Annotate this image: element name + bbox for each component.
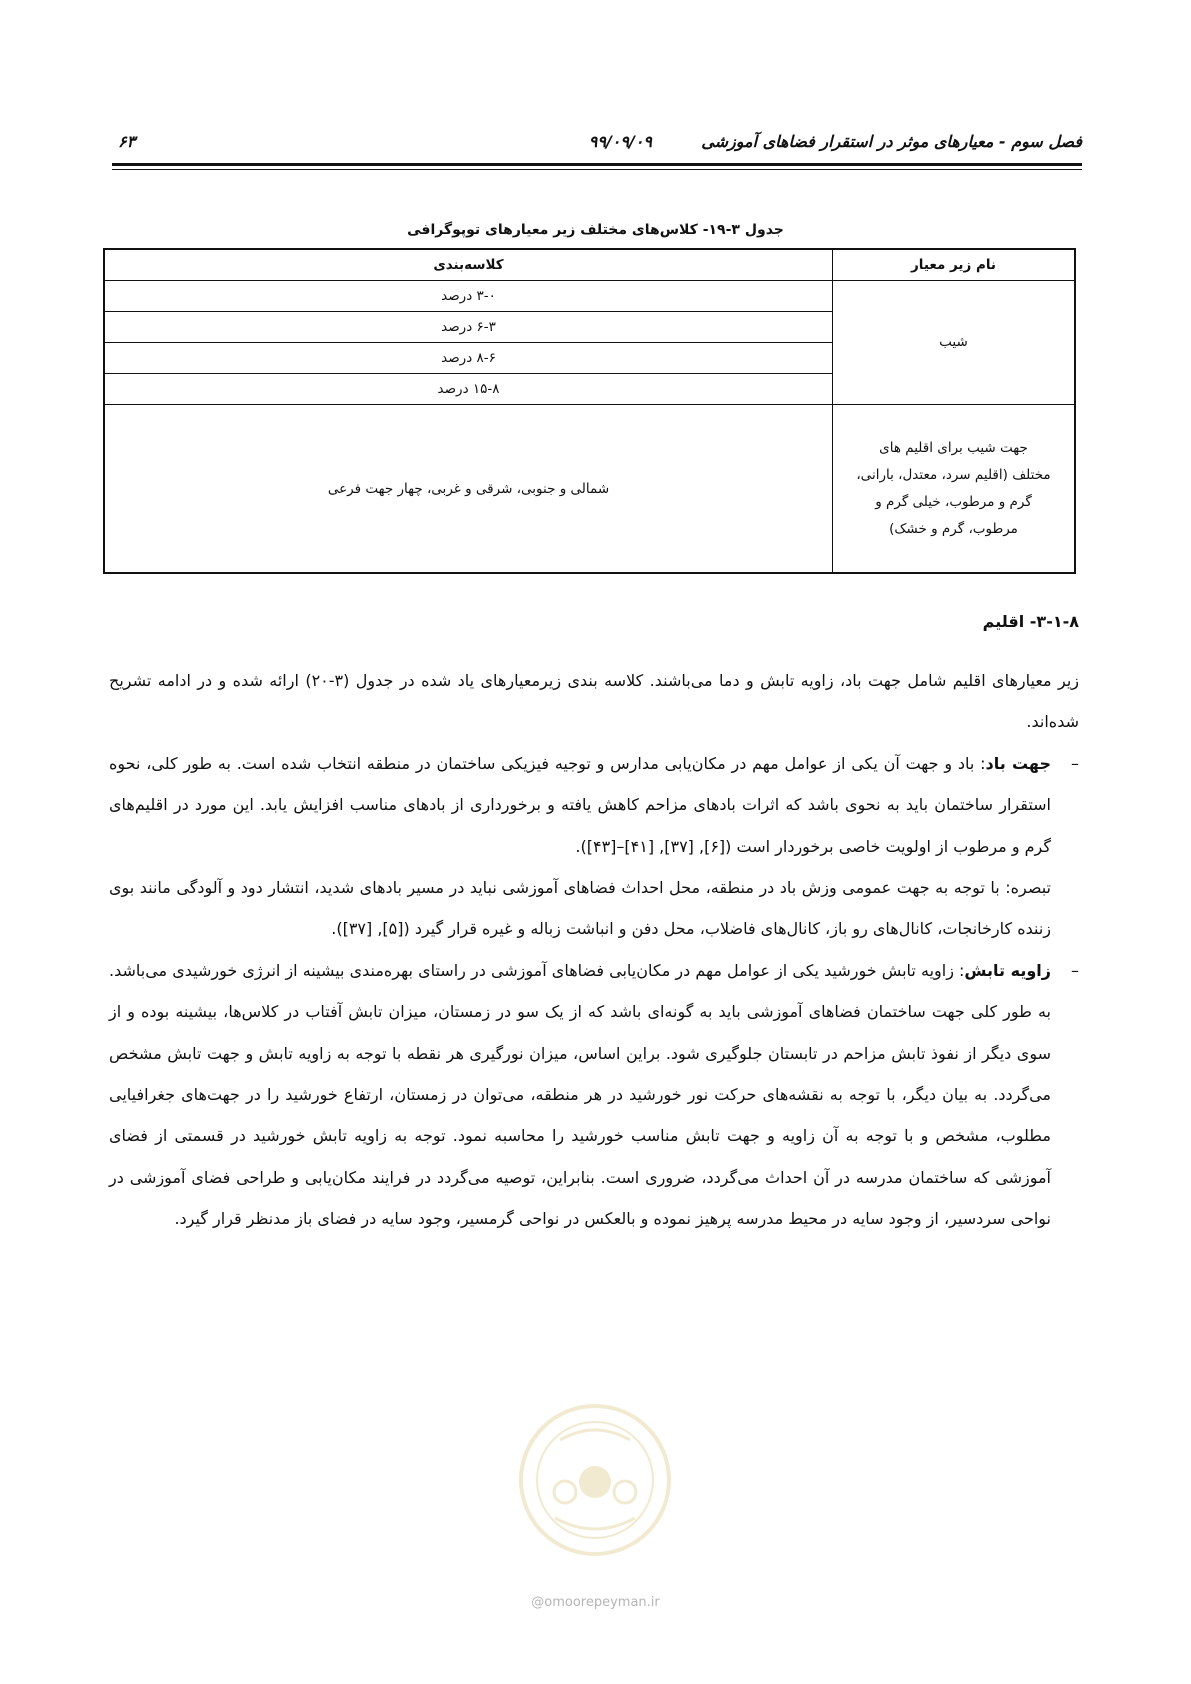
body-text bbox=[109, 660, 1079, 1240]
topography-table bbox=[103, 248, 1076, 574]
item-text: : زاویه تابش خورشید یکی از عوامل مهم در مکان‌یابی فضاهای آموزشی در راستای بهره‌مندی بیشینه از انرژی خورشیدی می‌باشد. به طور کلی جهت ساختمان فضاهای آموزشی باید به گونه‌ای باشد که از یک سو در زمستان، میزان تابش آفتاب در کلاس‌ها، بیشینه بوده و از سوی دیگر از نفوذ تابش مزاحم در تابستان جلوگیری شود. براین اساس، میزان نورگیری هر نقطه با توجه به زاویه تابش و جهت تابش مشخص می‌گردد. به بیان دیگر، با توجه به نقشه‌های حرکت نور خورشید در هر منطقه، می‌توان در زمستان، ارتفاع خورشید را در جهت‌های جغرافیایی مطلوب، مشخص و با توجه به آن زاویه و جهت تابش مناسب خورشید را محاسبه نمود. توجه به زاویه تابش خورشید در قسمتی از فضای آموزشی که ساختمان مدرسه در آن احداث می‌گردد، ضروری است. بنابراین، توصیه می‌گردد در فرایند مکان‌یابی و طراحی فضای آموزشی در نواحی سردسیر، از وجود سایه در محیط مدرسه پرهیز نموده و بالعکس در نواحی گرمسیر، وجود سایه در فضای باز مدنظر قرار گیرد. bbox=[109, 960, 1051, 1229]
page-header bbox=[112, 132, 1082, 162]
item-text: : باد و جهت آن یکی از عوامل مهم در مکان‌یابی مدارس و توجیه فیزیکی ساختمان در منطقه انتخاب شده است. به طور کلی، نحوه استقرار ساختمان باید به نحوی باشد که اثرات بادهای مزاحم کاهش یافته و برخورداری از بادهای مناسب افزایش یابد. این مورد در اقلیم‌های گرم و مرطوب از اولویت خاصی برخوردار است ([۶], [۳۷], [۴۱]–[۴۳]). bbox=[109, 753, 1051, 856]
list-item bbox=[109, 743, 1079, 867]
class-cell: ۱۵-۸ درصد bbox=[104, 374, 833, 405]
intro-paragraph: زیر معیارهای اقلیم شامل جهت باد، زاویه تابش و دما می‌باشند. کلاسه بندی زیرمعیارهای یاد شده در جدول (۳-۲۰) ارائه شده و در ادامه تشریح شده‌اند. bbox=[109, 671, 1080, 732]
criterion-name-line: مرطوب، گرم و خشک) bbox=[889, 520, 1018, 537]
header-date: ۹۹/۰۹/۰۹ bbox=[588, 132, 652, 151]
item-label: جهت باد bbox=[985, 753, 1052, 773]
chapter-title: فصل سوم - معیارهای موثر در استقرار فضاهای آموزشی bbox=[701, 132, 1082, 151]
class-cell: ۸-۶ درصد bbox=[104, 343, 833, 374]
table-caption: جدول ۳-۱۹- کلاس‌های مختلف زیر معیارهای توپوگرافی bbox=[407, 222, 784, 238]
table-header-row bbox=[104, 249, 1075, 281]
seal-watermark-icon bbox=[515, 1400, 675, 1560]
header-rule-thick bbox=[112, 163, 1082, 166]
col-header-name: نام زیر معیار bbox=[833, 249, 1076, 281]
dash-bullet: – bbox=[1071, 960, 1079, 980]
class-cell: شمالی و جنوبی، شرقی و غربی، چهار جهت فرعی bbox=[104, 405, 833, 574]
class-cell: ۳-۰ درصد bbox=[104, 281, 833, 312]
table-row bbox=[104, 281, 1075, 312]
note-paragraph: تبصره: با توجه به جهت عمومی وزش باد در منطقه، محل احداث فضاهای آموزشی نباید در مسیر بادهای شدید، انتشار دود و آلودگی مانند بوی زننده کارخانجات، کانال‌های رو باز، کانال‌های فاضلاب، محل دفن و انباشت زباله و غیره قرار گیرد ([۵], [۳۷]). bbox=[109, 878, 1051, 939]
criterion-name-line: مختلف (اقلیم سرد، معتدل، بارانی، bbox=[856, 466, 1051, 483]
col-header-class: کلاسه‌بندی bbox=[104, 249, 833, 281]
dash-bullet: – bbox=[1071, 753, 1079, 773]
criterion-name-line: گرم و مرطوب، خیلی گرم و bbox=[875, 493, 1032, 510]
criterion-name: شیب bbox=[833, 281, 1076, 405]
header-rule-thin bbox=[112, 169, 1082, 170]
list-item bbox=[109, 950, 1079, 1240]
page-number: ۶۳ bbox=[118, 132, 136, 151]
watermark-site: @omoorepeyman.ir bbox=[531, 1595, 660, 1610]
criterion-name-line: جهت شیب برای اقلیم های bbox=[879, 439, 1028, 456]
section-title: ۳-۱-۸- اقلیم bbox=[982, 612, 1079, 631]
table-row bbox=[104, 405, 1075, 574]
class-cell: ۶-۳ درصد bbox=[104, 312, 833, 343]
criterion-name bbox=[833, 405, 1076, 574]
item-label: زاویه تابش bbox=[964, 960, 1052, 980]
